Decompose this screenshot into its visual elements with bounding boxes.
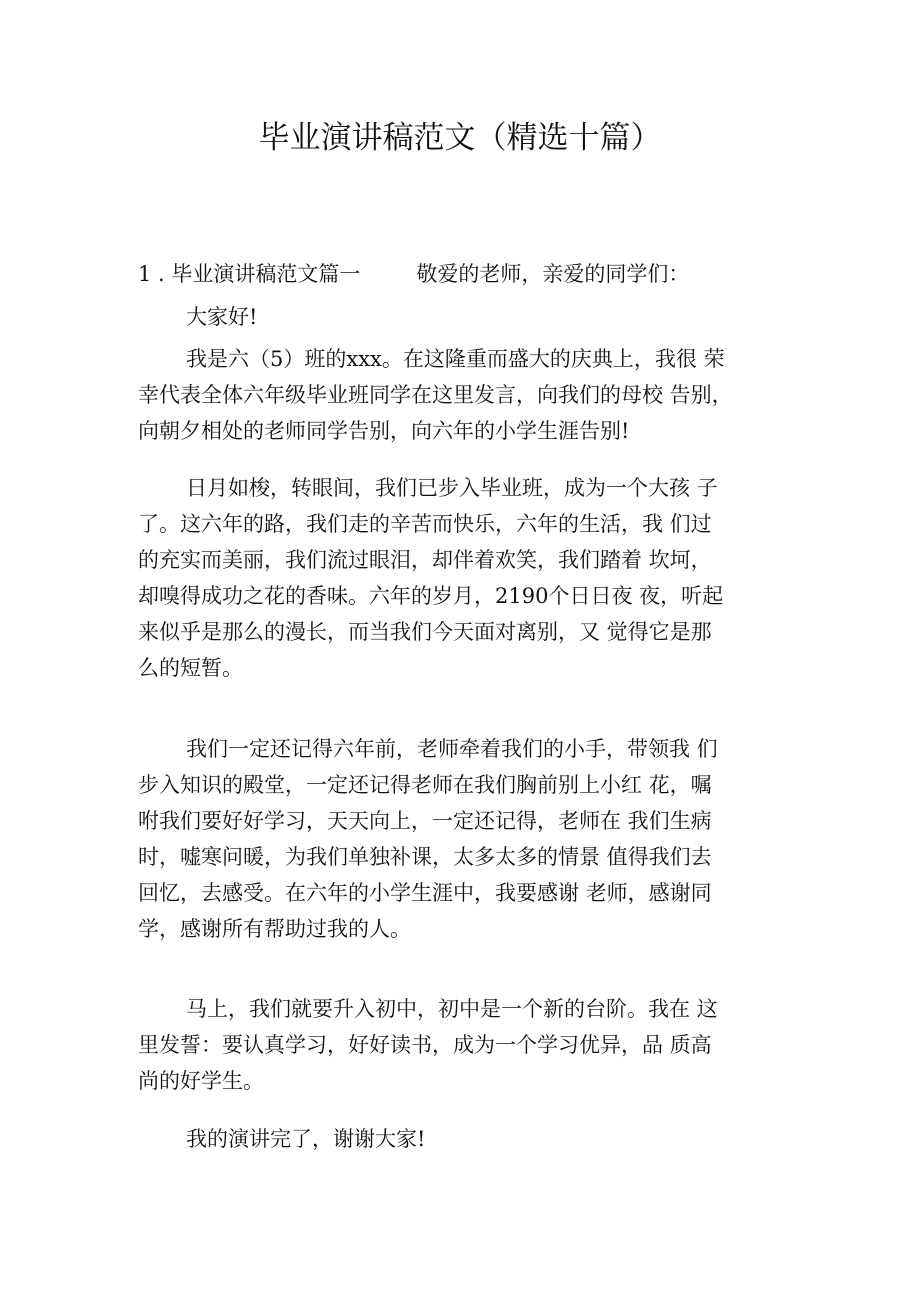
section-heading: 1 . 毕业演讲稿范文篇一 <box>138 262 361 286</box>
text-line: 咐我们要好好学习，天天向上，一定还记得，老师在 我们生病 <box>138 809 712 833</box>
text-line: 么的短暂。 <box>138 656 243 680</box>
text-line: 步入知识的殿堂，一定还记得老师在我们胸前别上小红 花，嘱 <box>138 773 712 797</box>
text-line: 马上，我们就要升入初中，初中是一个新的台阶。我在 这 <box>186 997 718 1021</box>
text-line: 回忆，去感受。在六年的小学生涯中，我要感谢 老师，感谢同 <box>138 881 712 905</box>
paragraph-introduction <box>138 341 786 449</box>
text-line: 了。这六年的路，我们走的辛苦而快乐，六年的生活，我 们过 <box>138 512 712 536</box>
text-line: 大家好! <box>186 305 258 329</box>
paragraph-pledge <box>138 991 786 1099</box>
paragraph-hello <box>138 299 786 335</box>
document-title: 毕业演讲稿范文（精选十篇） <box>258 120 662 156</box>
text-line: 的充实而美丽，我们流过眼泪，却伴着欢笑，我们踏着 坎坷， <box>138 548 712 572</box>
text-line: 我是六（5）班的xxx。在这隆重而盛大的庆典上，我很 荣 <box>186 347 725 371</box>
text-line: 学，感谢所有帮助过我的人。 <box>138 917 411 941</box>
text-line: 来似乎是那么的漫长，而当我们今天面对离别，又 觉得它是那 <box>138 620 712 644</box>
text-line: 幸代表全体六年级毕业班同学在这里发言，向我们的母校 告别， <box>138 383 733 407</box>
paragraph-closing <box>138 1121 786 1157</box>
section-heading-line <box>138 256 798 292</box>
text-line: 向朝夕相处的老师同学告别，向六年的小学生涯告别! <box>138 419 630 443</box>
text-line: 尚的好学生。 <box>138 1069 264 1093</box>
text-line: 时，嘘寒问暖，为我们单独补课，太多太多的情景 值得我们去 <box>138 845 712 869</box>
text-line: 却嗅得成功之花的香味。六年的岁月，2190个日日夜 夜，听起 <box>138 584 724 608</box>
paragraph-memories <box>138 731 786 947</box>
greeting: 敬爱的老师，亲爱的同学们： <box>416 262 690 286</box>
text-line: 我们一定还记得六年前，老师牵着我们的小手，带领我 们 <box>186 737 718 761</box>
paragraph-time-flies <box>138 470 786 686</box>
text-line: 日月如梭，转眼间，我们已步入毕业班，成为一个大孩 子 <box>186 476 718 500</box>
text-line: 里发誓：要认真学习，好好读书，成为一个学习优异，品 质高 <box>138 1033 712 1057</box>
text-line: 我的演讲完了，谢谢大家! <box>186 1127 426 1151</box>
